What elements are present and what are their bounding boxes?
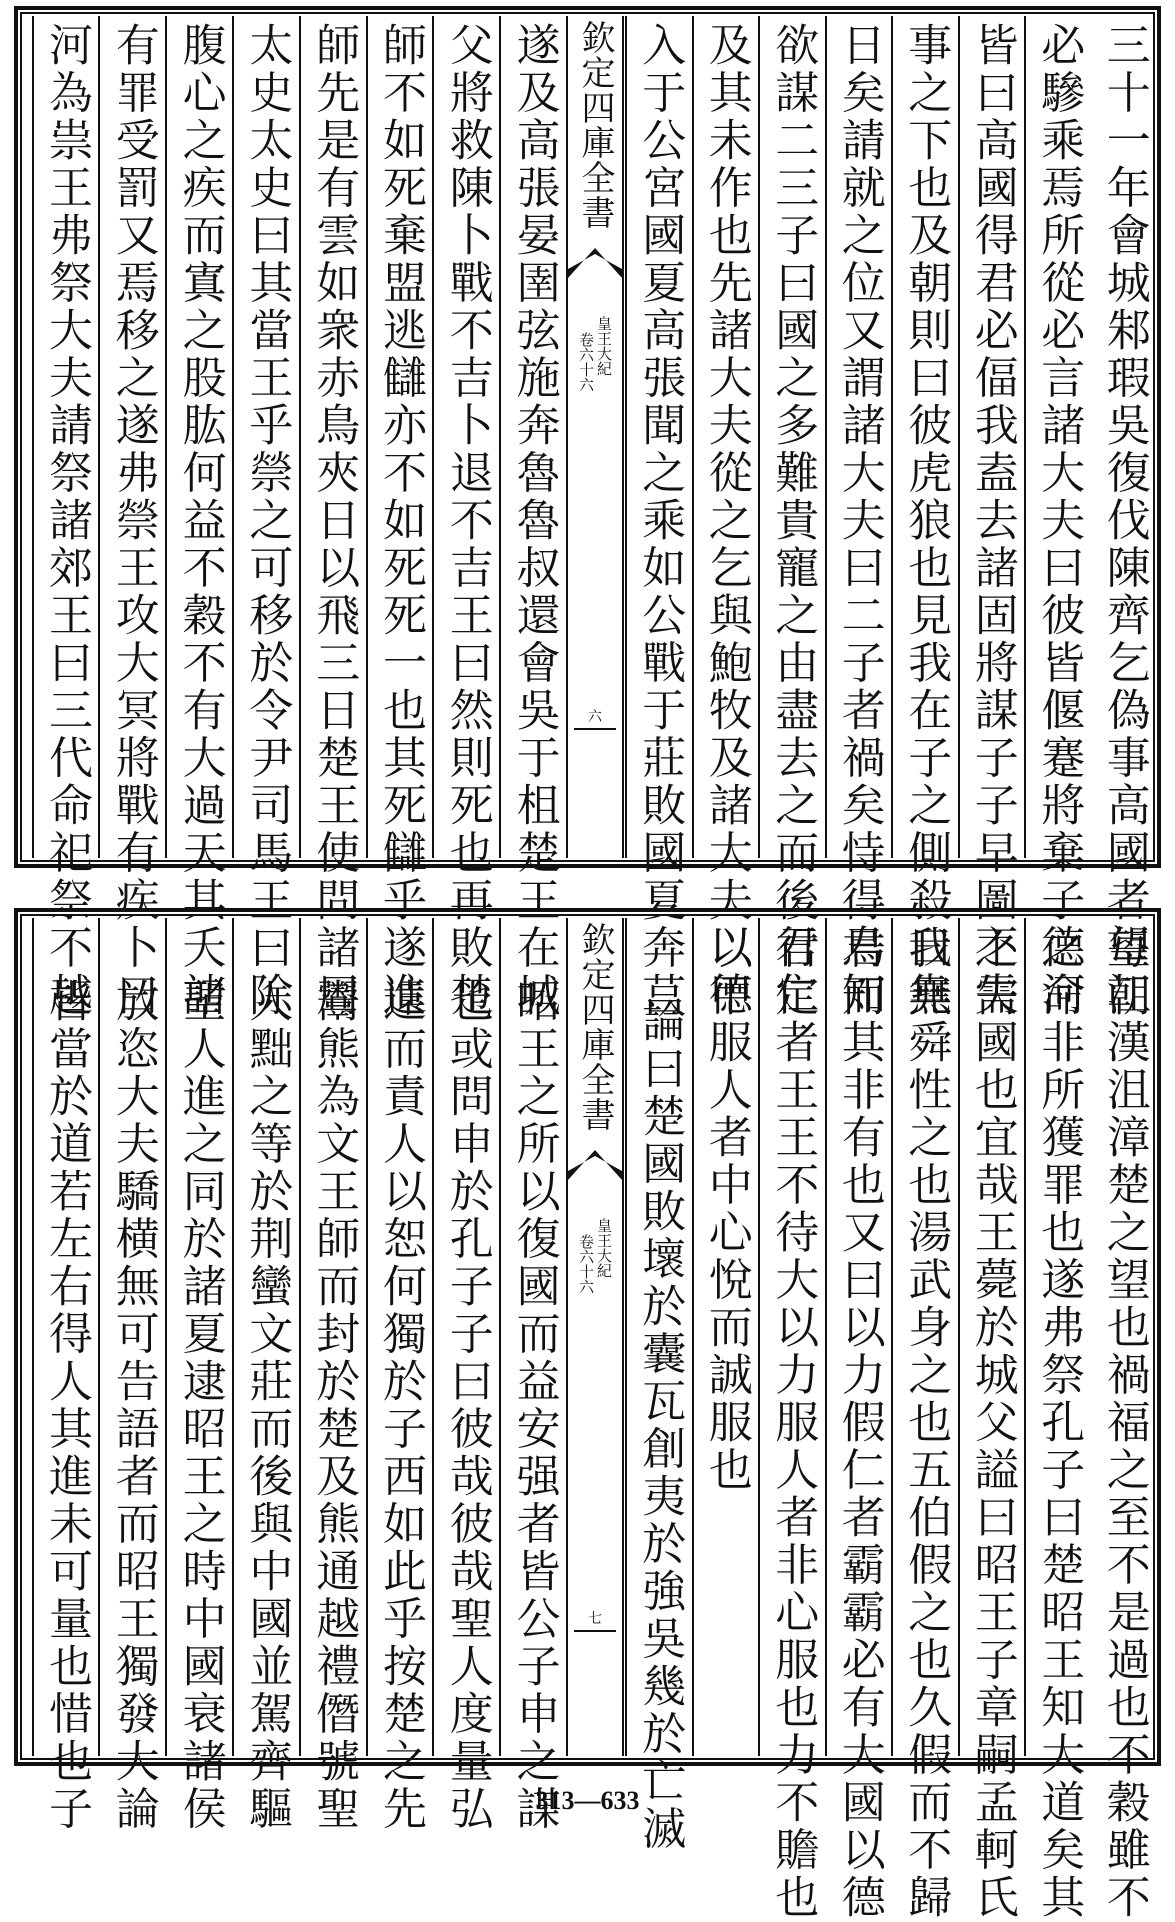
bottom-left-column [232, 918, 299, 1833]
lower-header-book: 皇王大紀 [595, 1218, 613, 1278]
top-left-column-text: 父將救陳卜戰不吉卜退不吉王曰然則死也再敗楚 [441, 22, 493, 1020]
bottom-right-column-text: 望江漢沮漳楚之望也禍福之至不是過也不穀雖不 [1098, 924, 1150, 1922]
bottom-right-column [891, 918, 958, 1922]
bottom-left-column [499, 918, 566, 1833]
top-left-column [299, 16, 366, 1020]
top-right-column [1024, 16, 1091, 1020]
upper-header-volume: 卷六十六 [577, 332, 595, 392]
top-right-column [1091, 16, 1158, 1020]
lower-header-volume: 卷六十六 [577, 1234, 595, 1294]
upper-center-header [566, 16, 624, 858]
top-left-column-text: 河為祟王弗祭大夫請祭諸郊王曰三代命祀祭不越 [40, 22, 92, 1020]
bottom-right-column-text: 行仁者王王不待大以力服人者非心服也力不贍也 [767, 924, 819, 1922]
lower-center-header [566, 918, 624, 1756]
bottom-right-column-text: 不失國也宜哉王薨於城父謚曰昭王子章嗣孟軻氏 [966, 924, 1018, 1922]
top-left-column [432, 16, 499, 1020]
lower-header-rule [574, 1630, 616, 1632]
bottom-left-column [366, 918, 433, 1833]
page-footer-number: 313—633 [535, 1786, 640, 1815]
bottom-left-column-text: 聖人進之同於諸夏逮昭王之時中國衰諸侯 [174, 978, 226, 1833]
top-left-column [98, 16, 165, 1020]
bottom-left-column-text: 鬻熊為文王師而封於楚及熊通越禮僭號聖 [308, 978, 360, 1833]
bottom-left-column-text: 也或問申於孔子子曰彼哉彼哉聖人度量弘 [441, 978, 493, 1833]
lower-fish-tail-mark [568, 1150, 622, 1180]
bottom-left-column [299, 918, 366, 1833]
top-left-column [232, 16, 299, 1020]
top-left-column [32, 16, 99, 1020]
bottom-left-column-text: 人黜之等於荆蠻文莊而後與中國並駕齊驅 [241, 978, 293, 1833]
top-right-column [692, 16, 759, 1020]
bottom-right-column [758, 918, 825, 1922]
bottom-left-column-text: 昭王之所以復國而益安强者皆公子申之謀 [508, 978, 560, 1833]
upper-header-book: 皇王大紀 [595, 316, 613, 376]
top-left-column [499, 16, 566, 1020]
top-left-column-text: 師不如死棄盟逃讎亦不如死死一也其死讎乎遂進 [374, 22, 426, 1020]
top-right-column [758, 16, 825, 1020]
top-right-column [958, 16, 1025, 1020]
top-right-column [625, 16, 692, 1020]
bottom-right-column-text: 曰堯舜性之也湯武身之也五伯假之也久假而不歸 [900, 924, 952, 1922]
bottom-right-column [625, 918, 692, 1853]
top-right-column-text: 皆曰高國得君必偪我盍去諸固將謀子子早圖之需 [966, 22, 1018, 1020]
bottom-left-column [165, 918, 232, 1833]
top-right-column-text: 入于公宮國夏高張聞之乘如公戰于莊敗國夏奔莒 [634, 22, 686, 1020]
top-right-column-text: 欲謀二三子曰國之多難貴寵之由盡去之而後君定 [767, 22, 819, 1020]
top-right-column-text: 事之下也及朝則曰彼虎狼也見我在子之側殺我無 [900, 22, 952, 1020]
bottom-left-column [98, 918, 165, 1833]
top-left-column-text: 有罪受罰又焉移之遂弗禜王攻大冥將戰有疾卜曰 [107, 22, 159, 1020]
upper-header-page: 六 [588, 709, 602, 725]
bottom-right-column-text: 以德服人者中心悅而誠服也 [700, 924, 752, 1494]
upper-fish-tail-mark [568, 248, 622, 278]
bottom-right-column-text: 德河非所獲罪也遂弗祭孔子曰楚昭王知大道矣其 [1033, 924, 1085, 1922]
upper-header-title: 欽定四庫全書 [575, 20, 615, 230]
top-left-column-text: 師先是有雲如衆赤鳥夾日以飛三日楚王使問諸周 [308, 22, 360, 1020]
upper-page-frame [14, 6, 1161, 1020]
lower-header-page: 七 [588, 1611, 602, 1627]
bottom-left-column-text: 放恣大夫驕横無可告語者而昭王獨發大論 [107, 978, 159, 1833]
bottom-left-column [432, 918, 499, 1833]
top-left-column [165, 16, 232, 1020]
bottom-right-column [1091, 918, 1158, 1922]
top-left-column [366, 16, 433, 1020]
top-right-column [891, 16, 958, 1020]
bottom-right-column [825, 918, 892, 1922]
top-left-column-text: 遂及高張晏圉弦施奔魯魯叔還會吳于柤楚王在城 [508, 22, 560, 1020]
bottom-right-column [958, 918, 1025, 1922]
upper-header-rule [574, 728, 616, 730]
bottom-left-column [32, 918, 99, 1833]
bottom-right-column-text: 烏知其非有也又曰以力假仁者霸霸必有大國以德 [833, 924, 885, 1922]
top-right-column-text: 日矣請就之位又謂諸大夫曰二子者禍矣恃得君而 [833, 22, 885, 1020]
top-right-column-text: 及其未作也先諸大夫從之乞與鮑牧及諸大夫以甲 [700, 22, 752, 1020]
top-left-column-text: 太史太史曰其當王乎禜之可移於令尹司馬王曰除 [241, 22, 293, 1020]
bottom-left-column-text: 皆當於道若左右得人其進未可量也惜也子 [40, 978, 92, 1833]
bottom-right-column-text: 論曰楚國敗壞於囊瓦創夷於強吳幾於亡滅 [634, 998, 686, 1853]
top-left-column-text: 腹心之疾而寘之股肱何益不穀不有大過天其夭諸 [174, 22, 226, 1020]
bottom-right-column [692, 918, 759, 1756]
top-right-column [825, 16, 892, 1020]
top-right-column-text: 三十一年會城邾瑕吳復伐陳齊乞偽事高國者每朝 [1098, 22, 1150, 1020]
bottom-right-column [1024, 918, 1091, 1922]
lower-header-title: 欽定四庫全書 [575, 922, 615, 1132]
top-right-column-text: 必驂乘焉所從必言諸大夫曰彼皆偃蹇將棄子之命 [1033, 22, 1085, 1020]
bottom-left-column-text: 遠而責人以恕何獨於子西如此乎按楚之先 [374, 978, 426, 1833]
